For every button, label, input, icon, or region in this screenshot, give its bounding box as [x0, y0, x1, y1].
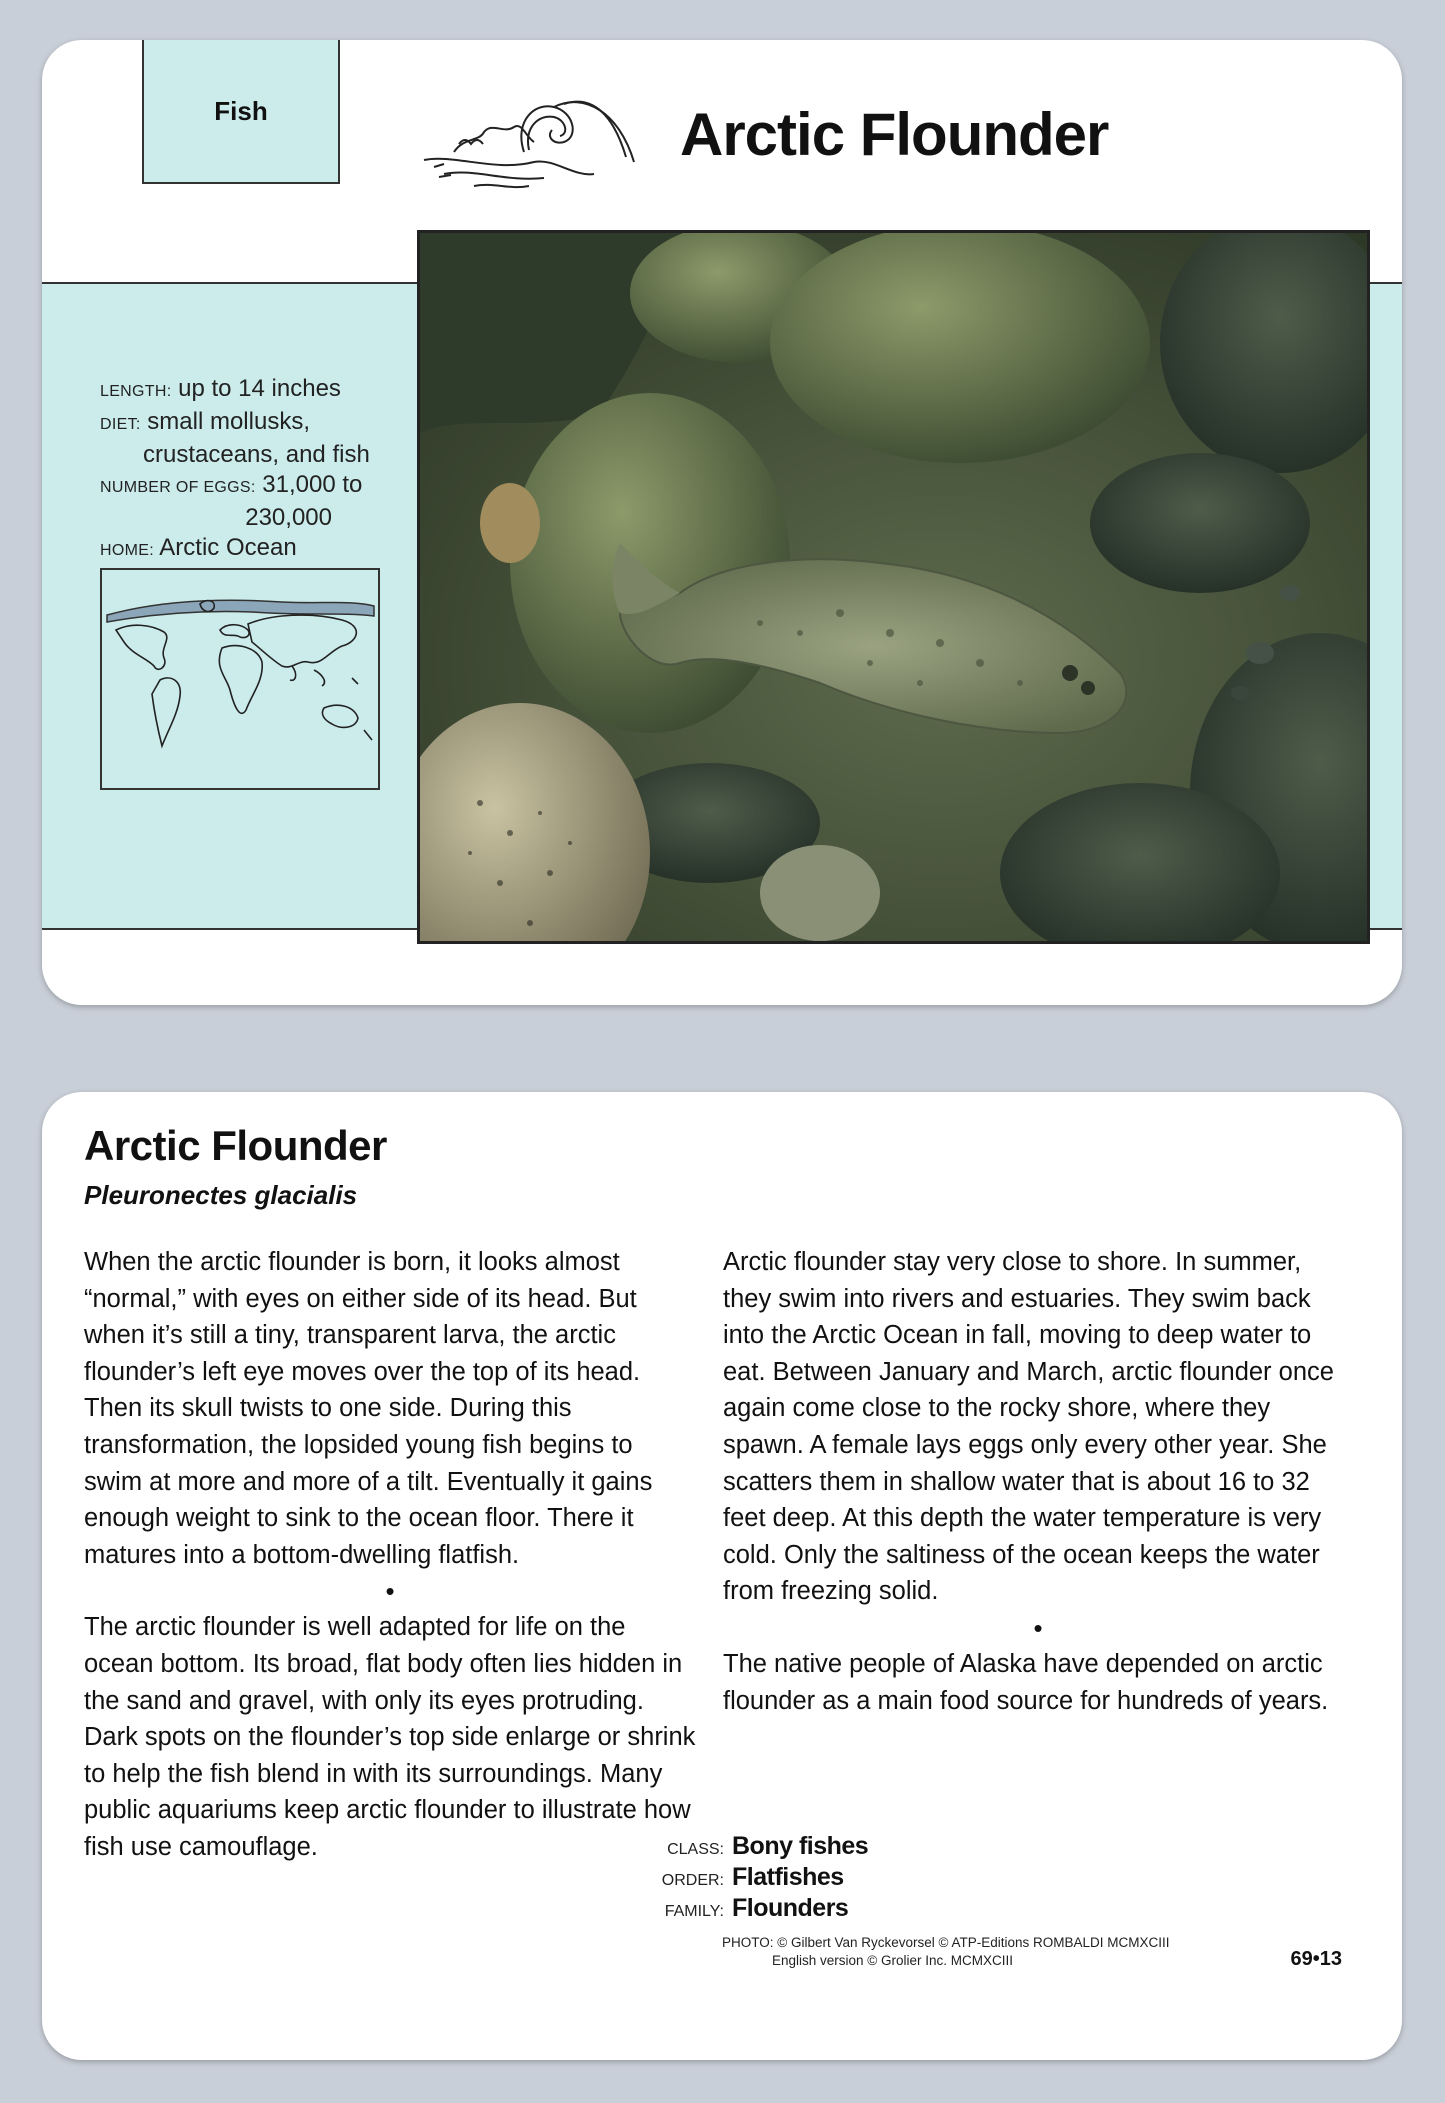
wave-logo-icon — [414, 82, 644, 192]
bullet-separator: • — [385, 1576, 395, 1607]
bullet-separator: • — [1033, 1612, 1043, 1643]
back-title: Arctic Flounder — [84, 1122, 387, 1169]
flounder-photo — [417, 230, 1370, 944]
stat-eggs: NUMBER OF EGGS: 31,000 to — [100, 471, 363, 498]
taxonomy-family: FAMILY: Flounders — [664, 1894, 849, 1922]
paragraph: The native people of Alaska have depended on arctic flounder as a main food source for hundreds of years. — [723, 1649, 1329, 1715]
photo-credits — [722, 1934, 1170, 1970]
front-card — [42, 40, 1402, 1005]
taxonomy-order: ORDER: Flatfishes — [661, 1863, 844, 1891]
paragraph: The arctic flounder is well adapted for life on the ocean bottom. Its broad, flat body often lies hidden in the sand and gravel, with only its eyes protruding. Dark spots on the flounder’s top side enlarge or shrink to help the fish blend in with its surroundings. Many public aquariums keep arctic flounder to illustrate how fish use camouflage. — [84, 1613, 696, 1861]
stat-diet-cont: crustaceans, and fish — [143, 441, 370, 468]
taxonomy-block — [602, 1832, 1002, 1925]
category-label: Fish — [214, 95, 268, 126]
credits-line-2: English version © Grolier Inc. MCMXCIII — [772, 1953, 1014, 1968]
left-column — [84, 1244, 696, 1866]
right-column — [723, 1244, 1353, 1719]
paragraph: Arctic flounder stay very close to shore. In summer, they swim into rivers and estuaries. They swim back into the Arctic Ocean in fall, moving to deep water to eat. Between January and March, arctic flounder once again come close to the rocky shore, where they spawn. A female lays eggs only every other year. She scatters them in shallow water that is about 16 to 32 feet deep. At this depth the water temperature is very cold. Only the saltiness of the ocean keeps the water from freezing solid. — [723, 1248, 1334, 1606]
category-tab — [142, 40, 340, 184]
stat-home: HOME: Arctic Ocean — [100, 534, 297, 561]
stat-length: LENGTH: up to 14 inches — [100, 375, 341, 402]
range-map — [100, 568, 380, 790]
paragraph: When the arctic flounder is born, it looks almost “normal,” with eyes on either side of its head. But when it’s still a tiny, transparent larva, the arctic flounder’s left eye moves over the top of its head. Then its skull twists to one side. During this transformation, the lopsided young fish begins to swim at more and more of a tilt. Eventually it gains enough weight to sink to the ocean floor. There it matures into a bottom-dwelling flatfish. — [84, 1248, 653, 1569]
card-number: 69•13 — [1290, 1948, 1342, 1970]
front-title: Arctic Flounder — [680, 101, 1109, 168]
taxonomy-class: CLASS: Bony fishes — [667, 1832, 869, 1860]
world-map-icon — [102, 570, 378, 788]
stat-diet: DIET: small mollusks, — [100, 408, 310, 435]
back-card — [42, 1092, 1402, 2060]
credits-line-1: PHOTO: © Gilbert Van Ryckevorsel © ATP-Editions ROMBALDI MCMXCIII — [722, 1935, 1170, 1950]
stat-eggs-cont: 230,000 — [245, 504, 332, 531]
stats-block — [100, 374, 430, 566]
scientific-name: Pleuronectes glacialis — [84, 1180, 358, 1210]
